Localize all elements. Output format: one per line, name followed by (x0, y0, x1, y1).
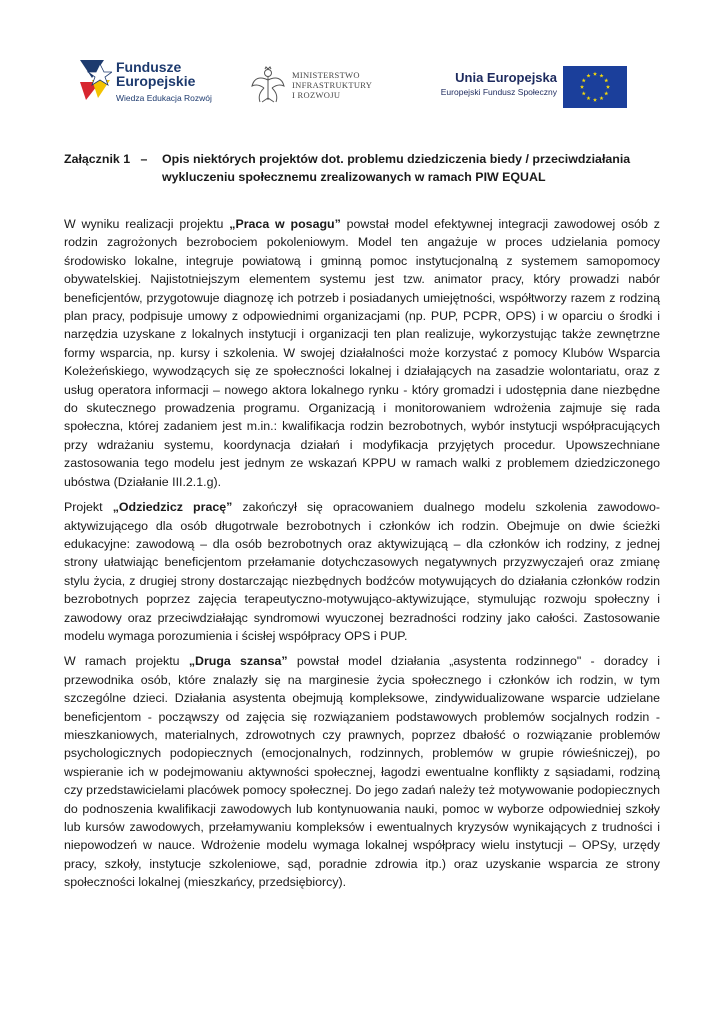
paragraph-praca-w-posagu (64, 215, 660, 491)
eu-flag-icon (563, 66, 627, 108)
title-label: Załącznik 1 (64, 152, 131, 166)
ministry-logo-line1: MINISTERSTWO (292, 70, 360, 80)
fe-emblem-icon (78, 58, 112, 102)
project-name-druga-szansa: „Druga szansa” (188, 654, 288, 669)
title-line2: wykluczeniu społecznemu zrealizowanych w ramach PIW EQUAL (162, 170, 546, 184)
paragraph-2-pre: Projekt (64, 500, 113, 515)
fe-logo-line3: Wiedza Edukacja Rozwój (116, 93, 212, 103)
paragraph-3-text: powstał model działania „asystenta rodzinnego" - doradcy i przewodnika osób, które znalazły się na marginesie życia społecznego i członków ich rodzin, w tym szczególne dzieci. Działania asystenta obejmują kompleksowe, zindywidualizowane wsparcie udzielane beneficjentom - począwszy od zajęcia się rozwiązaniem podstawowych problemów socjalnych rodzin - mieszkaniowych, materialnych, zdrowotnych czy prawnych, poprzez dbałość o rozwiązanie problemów psychologicznych podopiecznych (emocjonalnych, rodzinnych, problemów w grupie rówieśniczej), po wspieranie ich w podejmowaniu aktywności społecznej, łagodzi ewentualne konflikty z sąsiadami, rodziną czy przedstawicielami placówek pomocy społecznej. Do jego zadań należy też motywowanie podopiecznych do podnoszenia kwalifikacji zawodowych lub kontynuowania nauki, pomoc w wyborze odpowiedniej szkoły lub kursów zawodowych, przełamywaniu kompleksów i ewentualnych kryzysów wynikających z trudności i niepowodzeń w nauce. Wdrożenie modelu wymaga lokalnej współpracy wielu instytucji – OPSy, urzędy pracy, szkoły, instytucje szkoleniowe, sąd, poradnie zdrowia itp.) oraz uzyskanie wsparcia ze strony społeczności lokalnej (mieszkańcy, przedsiębiorcy). (64, 654, 660, 890)
fundusze-europejskie-logo (78, 56, 218, 112)
document-body (64, 215, 660, 899)
ue-logo-line1: Unia Europejska (455, 70, 557, 85)
paragraph-druga-szansa (64, 652, 660, 891)
document-title (64, 150, 664, 186)
eagle-emblem-icon (250, 66, 286, 108)
paragraph-2-text: zakończył się opracowaniem dualnego modelu szkolenia zawodowo-aktywizującego dla osób długotrwale bezrobotnych i członków ich rodzin. Obejmuje on dwie ścieżki edukacyjne: zawodową – dla osób bezrobotnych oraz aktywizującą – dla członków ich rodziny, z jednej strony ułatwiając beneficjentom przełamanie dotychczasowych negatywnych przyzwyczajeń oraz zmianę stylu życia, z drugiej strony dostarczając niezbędnych bodźców motywujących do działania członków rodzin bezrobotnych poprzez zajęcia terapeutyczno-motywująco-aktywizujące, stymulując rozwoju społeczny i zawodowy oraz przeciwdziałając syndromowi wyuczonej bezradności rodziny jako całości. Zastosowanie modelu wymaga porozumienia i ścisłej współpracy OPS i PUP. (64, 500, 660, 643)
fe-logo-line1: Fundusze (116, 59, 182, 75)
logo-bar (0, 52, 725, 116)
paragraph-1-pre: W wyniku realizacji projektu (64, 217, 230, 231)
title-line1: Opis niektórych projektów dot. problemu dziedziczenia biedy / przeciwdziałania (162, 152, 631, 166)
project-name-odziedzicz-prace: „Odziedzicz pracę” (112, 500, 233, 515)
paragraph-odziedzicz-prace (64, 498, 660, 645)
fe-logo-line2: Europejskie (116, 73, 196, 89)
ministry-logo (250, 66, 380, 112)
ministry-logo-line2: INFRASTRUKTURY (292, 80, 373, 90)
ministry-logo-line3: I ROZWOJU (292, 90, 341, 100)
unia-europejska-logo (425, 66, 625, 112)
title-dash: – (140, 152, 148, 166)
paragraph-3-pre: W ramach projektu (64, 654, 189, 669)
ue-logo-line2: Europejski Fundusz Społeczny (440, 87, 557, 97)
paragraph-1-text: powstał model efektywnej integracji zawodowej osób z rodzin zagrożonych bezrobociem pokoleniowym. Model ten angażuje w proces udzielania pomocy środowisko lokalne, integruje powiatową i gminną pomoc instytucjonalną z systemem samopomocy obywatelskiej. Najistotniejszym elementem systemu jest tzw. animator pracy, który prowadzi nabór beneficjentów, przygotowuje diagnozę ich potrzeb i posiadanych umiejętności, współtworzy razem z rodziną plan pracy, podpisuje umowy z odpowiednimi organizacjami (np. PUP, PCPR, OPS) i w oparciu o środki i narzędzia uzyskane z lokalnych instytucji i organizacji ten plan realizuje, wykorzystując także zewnętrzne formy wsparcia, np. kursy i szkolenia. W swojej działalności może korzystać z pomocy Klubów Wsparcia Koleżeńskiego, wywodzących się ze społeczności lokalnej i działających na zasadzie wolontariatu, oraz z usług operatora informacji – nowego aktora lokalnego rynku - który gromadzi i udostępnia dane niezbędne do skutecznego prowadzenia programu. Organizacją i monitorowaniem wdrożenia zajmuje się rada społeczna, której zadaniem jest m.in.: kwalifikacja rodzin bezrobotnych, wybór instytucji współpracujących przy wdrażaniu systemu, koordynacja działań i modyfikacja przyjętych procedur. Upowszechniane zastosowania tego modelu jest jednym ze wskazań KPPU w ramach walki z problemem dziedziczonego ubóstwa (Działanie III.2.1.g). (64, 217, 660, 489)
project-name-praca-w-posagu: „Praca w posagu” (229, 217, 341, 231)
